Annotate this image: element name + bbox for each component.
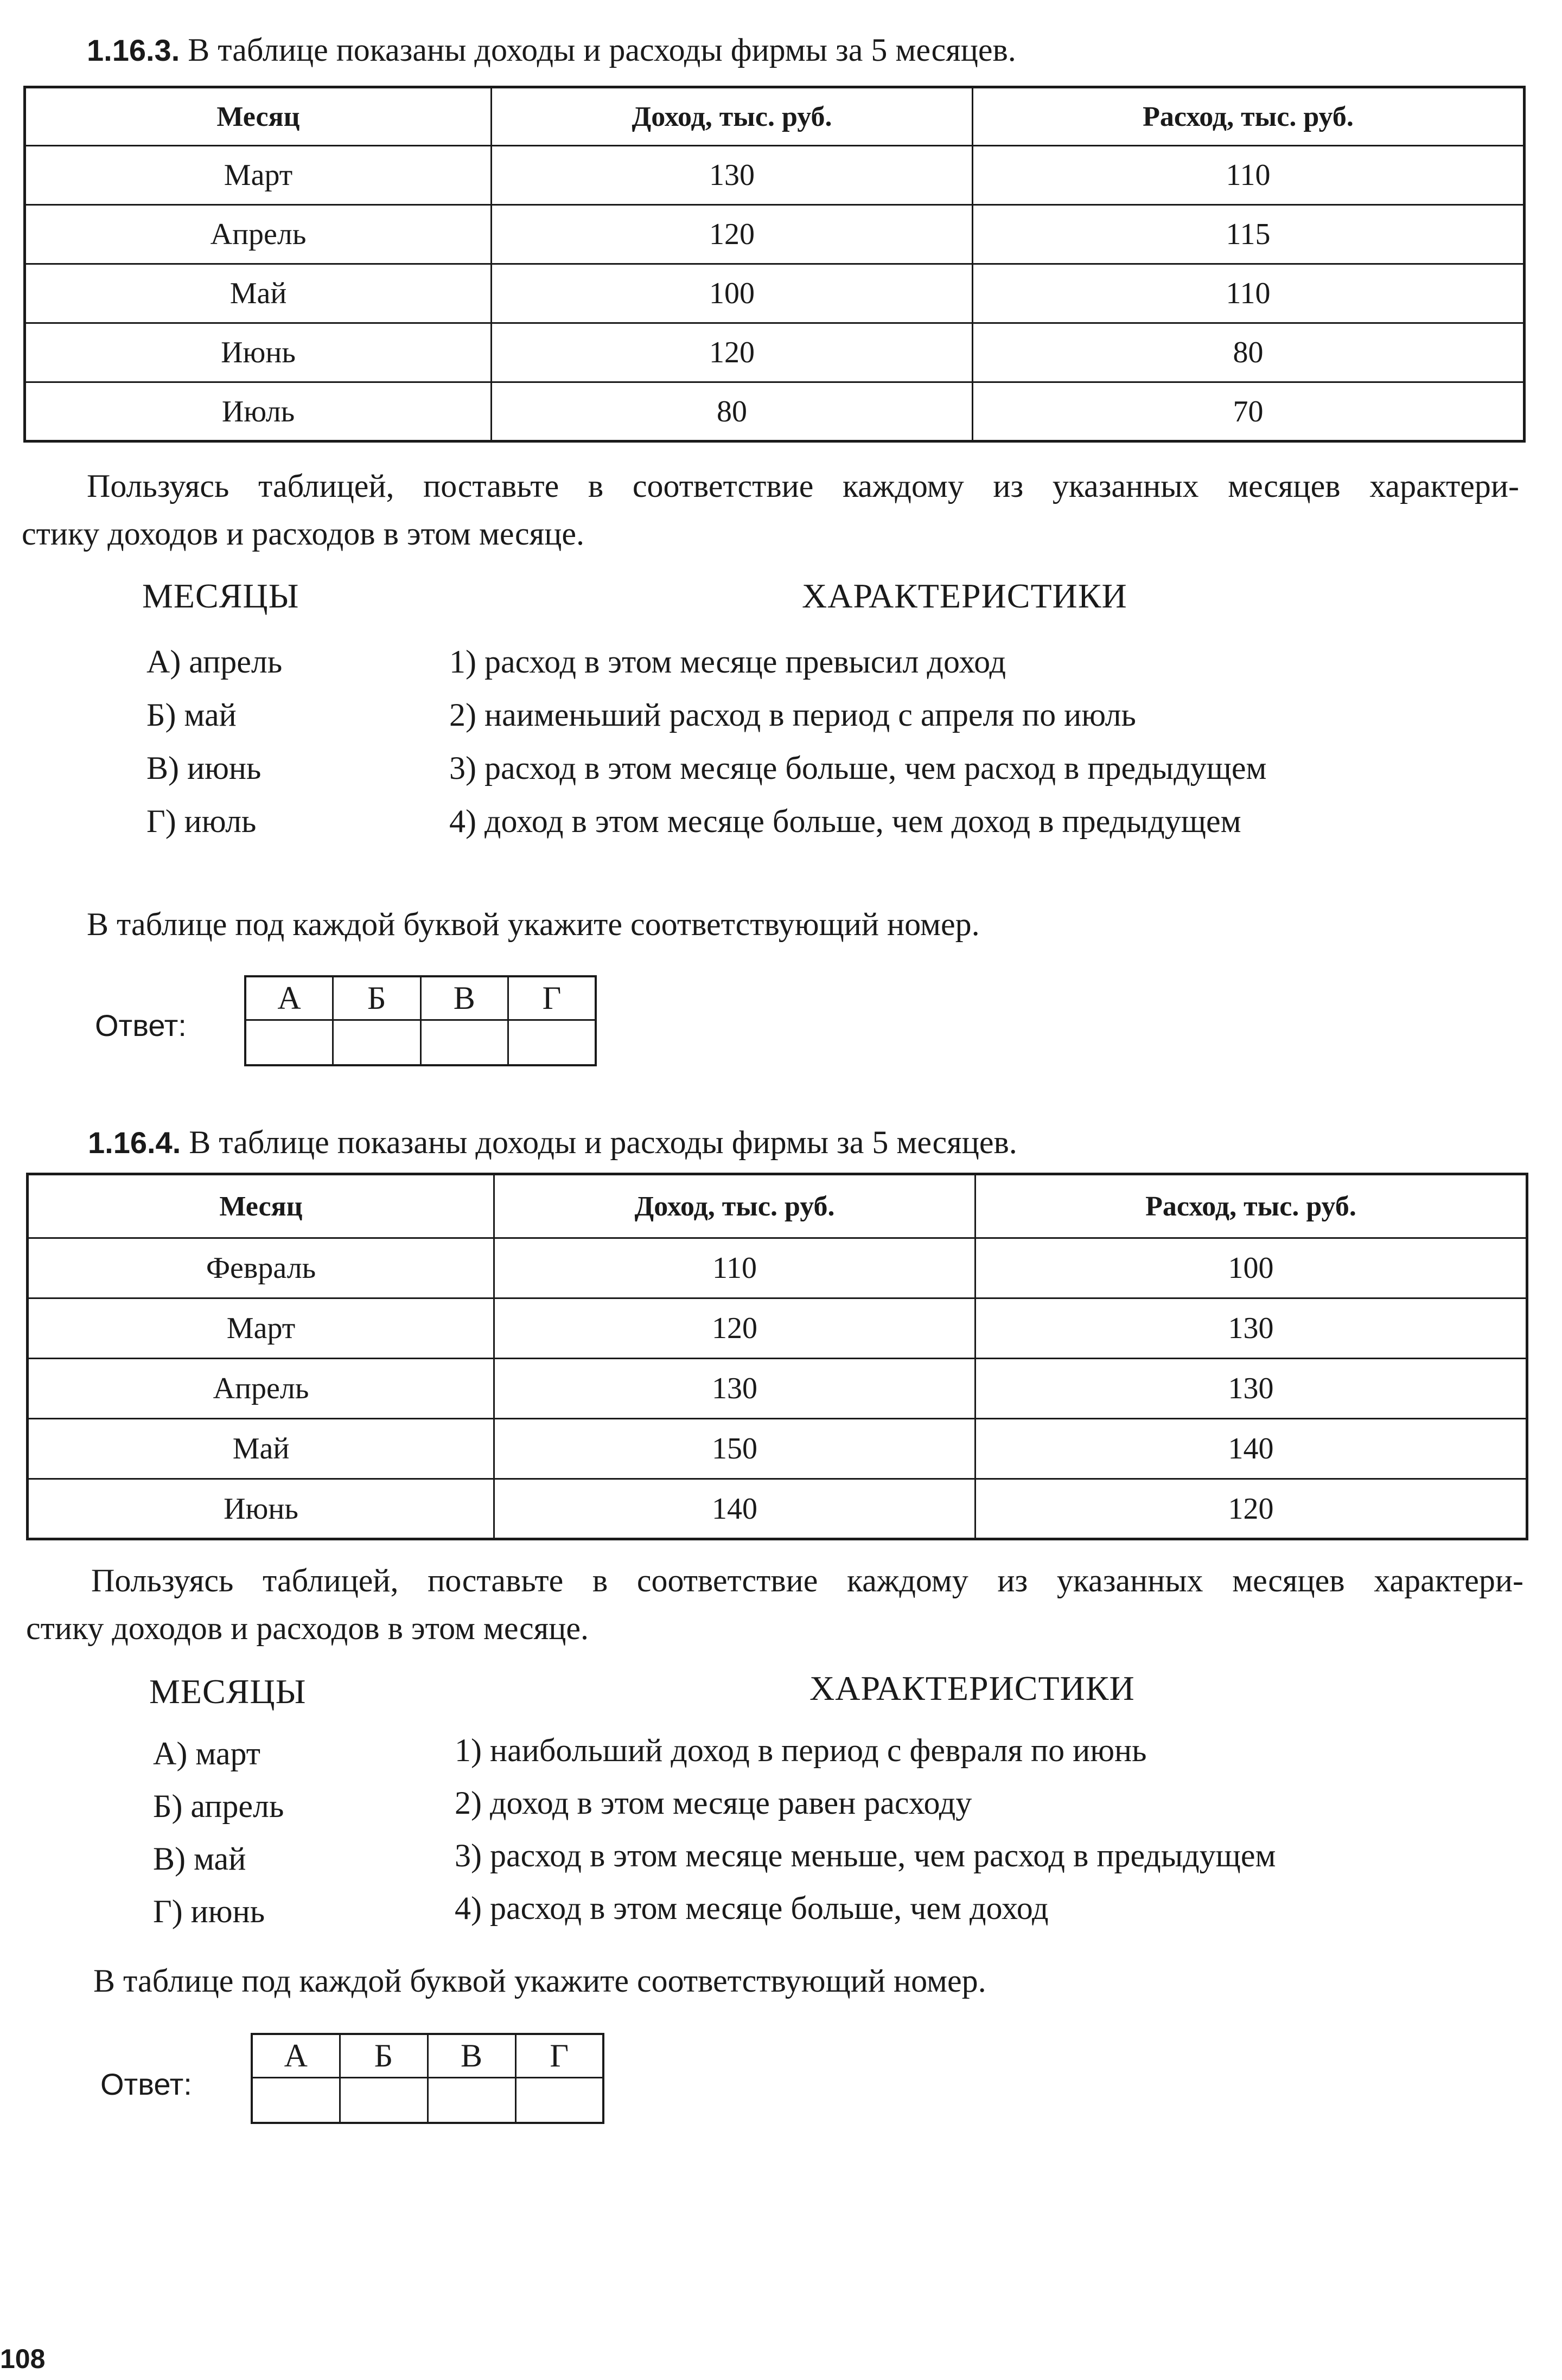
table-cell: 130 (494, 1359, 976, 1419)
answer-cell[interactable] (333, 1020, 421, 1065)
answer-letter: Г (508, 976, 596, 1020)
answer-cell[interactable] (252, 2077, 340, 2123)
table-row (28, 1419, 1527, 1479)
task2-intro (88, 1126, 1017, 1159)
instruction-line: стику доходов и расходов в этом месяце. (26, 1610, 589, 1646)
task1-characteristics-heading: ХАРАКТЕРИСТИКИ (802, 577, 1127, 615)
table-cell: 130 (492, 146, 973, 205)
instruction-line: стику доходов и расходов в этом месяце. (22, 516, 584, 552)
table-row (25, 323, 1525, 382)
answer-letter: А (252, 2034, 340, 2077)
task1-answer-label: Ответ: (95, 1008, 187, 1042)
table-cell: 130 (976, 1359, 1527, 1419)
answer-letter: Б (333, 976, 421, 1020)
characteristic-option: 4) доход в этом месяце больше, чем доход в предыдущем (449, 803, 1241, 839)
answer-cell[interactable] (428, 2077, 515, 2123)
task2-instruction (26, 1557, 1523, 1652)
table-cell: Июль (25, 382, 492, 442)
task2-number: 1.16.4. (88, 1125, 181, 1160)
task2-months-heading: МЕСЯЦЫ (149, 1672, 307, 1711)
table-cell: 120 (976, 1479, 1527, 1539)
answer-cell[interactable] (515, 2077, 603, 2123)
table-row (28, 1479, 1527, 1539)
table-row (25, 146, 1525, 205)
task1-intro-text: В таблице показаны доходы и расходы фирмы за 5 месяцев. (188, 32, 1016, 68)
answer-letter: В (420, 976, 508, 1020)
month-option: В) июнь (146, 750, 262, 786)
table-header-cell: Месяц (28, 1174, 494, 1238)
table-row (28, 1298, 1527, 1359)
table-cell: 150 (494, 1419, 976, 1479)
task1-months-heading: МЕСЯЦЫ (142, 577, 299, 615)
month-option: Г) июнь (153, 1893, 265, 1929)
task2-characteristics-heading: ХАРАКТЕРИСТИКИ (809, 1669, 1135, 1707)
table-header-row (28, 1174, 1527, 1238)
task2-table (26, 1173, 1528, 1540)
answer-letter: А (245, 976, 333, 1020)
task1-instruction (22, 462, 1519, 558)
table-cell: Июнь (25, 323, 492, 382)
table-cell: 100 (976, 1238, 1527, 1298)
page-number: 108 (0, 2344, 46, 2374)
characteristic-option: 2) доход в этом месяце равен расходу (455, 1785, 972, 1821)
instruction-line: Пользуясь таблицей, поставьте в соответствие каждому из указанных месяцев характери- (87, 468, 1519, 504)
table-header-cell: Расход, тыс. руб. (976, 1174, 1527, 1238)
table-cell: 115 (973, 205, 1525, 264)
table-cell: 130 (976, 1298, 1527, 1359)
characteristic-option: 1) наибольший доход в период с февраля по июнь (455, 1732, 1147, 1768)
month-option: Г) июль (146, 803, 257, 839)
table-cell: Май (28, 1419, 494, 1479)
table-cell: 120 (494, 1298, 976, 1359)
table-cell: 110 (973, 264, 1525, 323)
task1-number: 1.16.3. (87, 33, 180, 67)
answer-cell[interactable] (420, 1020, 508, 1065)
table-header-cell: Расход, тыс. руб. (973, 87, 1525, 146)
table-row (25, 264, 1525, 323)
table-cell: 80 (973, 323, 1525, 382)
month-option: Б) апрель (153, 1788, 284, 1824)
table-row (25, 382, 1525, 442)
table-cell: 140 (494, 1479, 976, 1539)
answer-letter: Б (340, 2034, 428, 2077)
table-row (28, 1359, 1527, 1419)
table-cell: 110 (494, 1238, 976, 1298)
table-cell: 70 (973, 382, 1525, 442)
month-option: В) май (153, 1841, 246, 1877)
task2-intro-text: В таблице показаны доходы и расходы фирмы за 5 месяцев. (189, 1124, 1017, 1160)
table-cell: Июнь (28, 1479, 494, 1539)
answer-cell[interactable] (245, 1020, 333, 1065)
characteristic-option: 3) расход в этом месяце меньше, чем расход в предыдущем (455, 1838, 1276, 1873)
table-cell: Март (28, 1298, 494, 1359)
task2-answer-table (251, 2033, 604, 2124)
answer-letter: В (428, 2034, 515, 2077)
instruction-line: Пользуясь таблицей, поставьте в соответствие каждому из указанных месяцев характери- (91, 1563, 1523, 1598)
month-option: А) апрель (146, 644, 283, 680)
table-cell: 110 (973, 146, 1525, 205)
table-row (25, 205, 1525, 264)
month-option: Б) май (146, 697, 237, 733)
characteristic-option: 3) расход в этом месяце больше, чем расход в предыдущем (449, 750, 1267, 786)
answer-letter: Г (515, 2034, 603, 2077)
task1-answer-table (244, 975, 597, 1066)
table-cell: 80 (492, 382, 973, 442)
task1-answer-instruction: В таблице под каждой буквой укажите соответствующий номер. (87, 906, 980, 942)
table-cell: 140 (976, 1419, 1527, 1479)
characteristic-option: 2) наименьший расход в период с апреля по июль (449, 697, 1136, 733)
answer-cell[interactable] (508, 1020, 596, 1065)
table-header-cell: Доход, тыс. руб. (492, 87, 973, 146)
table-cell: Май (25, 264, 492, 323)
task2-answer-instruction: В таблице под каждой буквой укажите соответствующий номер. (93, 1963, 986, 1999)
task1-intro (87, 34, 1016, 66)
table-header-cell: Месяц (25, 87, 492, 146)
table-cell: Апрель (28, 1359, 494, 1419)
table-cell: 100 (492, 264, 973, 323)
table-cell: Апрель (25, 205, 492, 264)
task1-table (23, 86, 1526, 443)
table-row (28, 1238, 1527, 1298)
table-cell: Февраль (28, 1238, 494, 1298)
characteristic-option: 1) расход в этом месяце превысил доход (449, 644, 1006, 680)
table-cell: Март (25, 146, 492, 205)
month-option: А) март (153, 1736, 260, 1771)
characteristic-option: 4) расход в этом месяце больше, чем доход (455, 1890, 1049, 1926)
table-header-cell: Доход, тыс. руб. (494, 1174, 976, 1238)
task2-answer-label: Ответ: (100, 2067, 192, 2101)
answer-cell[interactable] (340, 2077, 428, 2123)
table-cell: 120 (492, 323, 973, 382)
table-cell: 120 (492, 205, 973, 264)
table-header-row (25, 87, 1525, 146)
